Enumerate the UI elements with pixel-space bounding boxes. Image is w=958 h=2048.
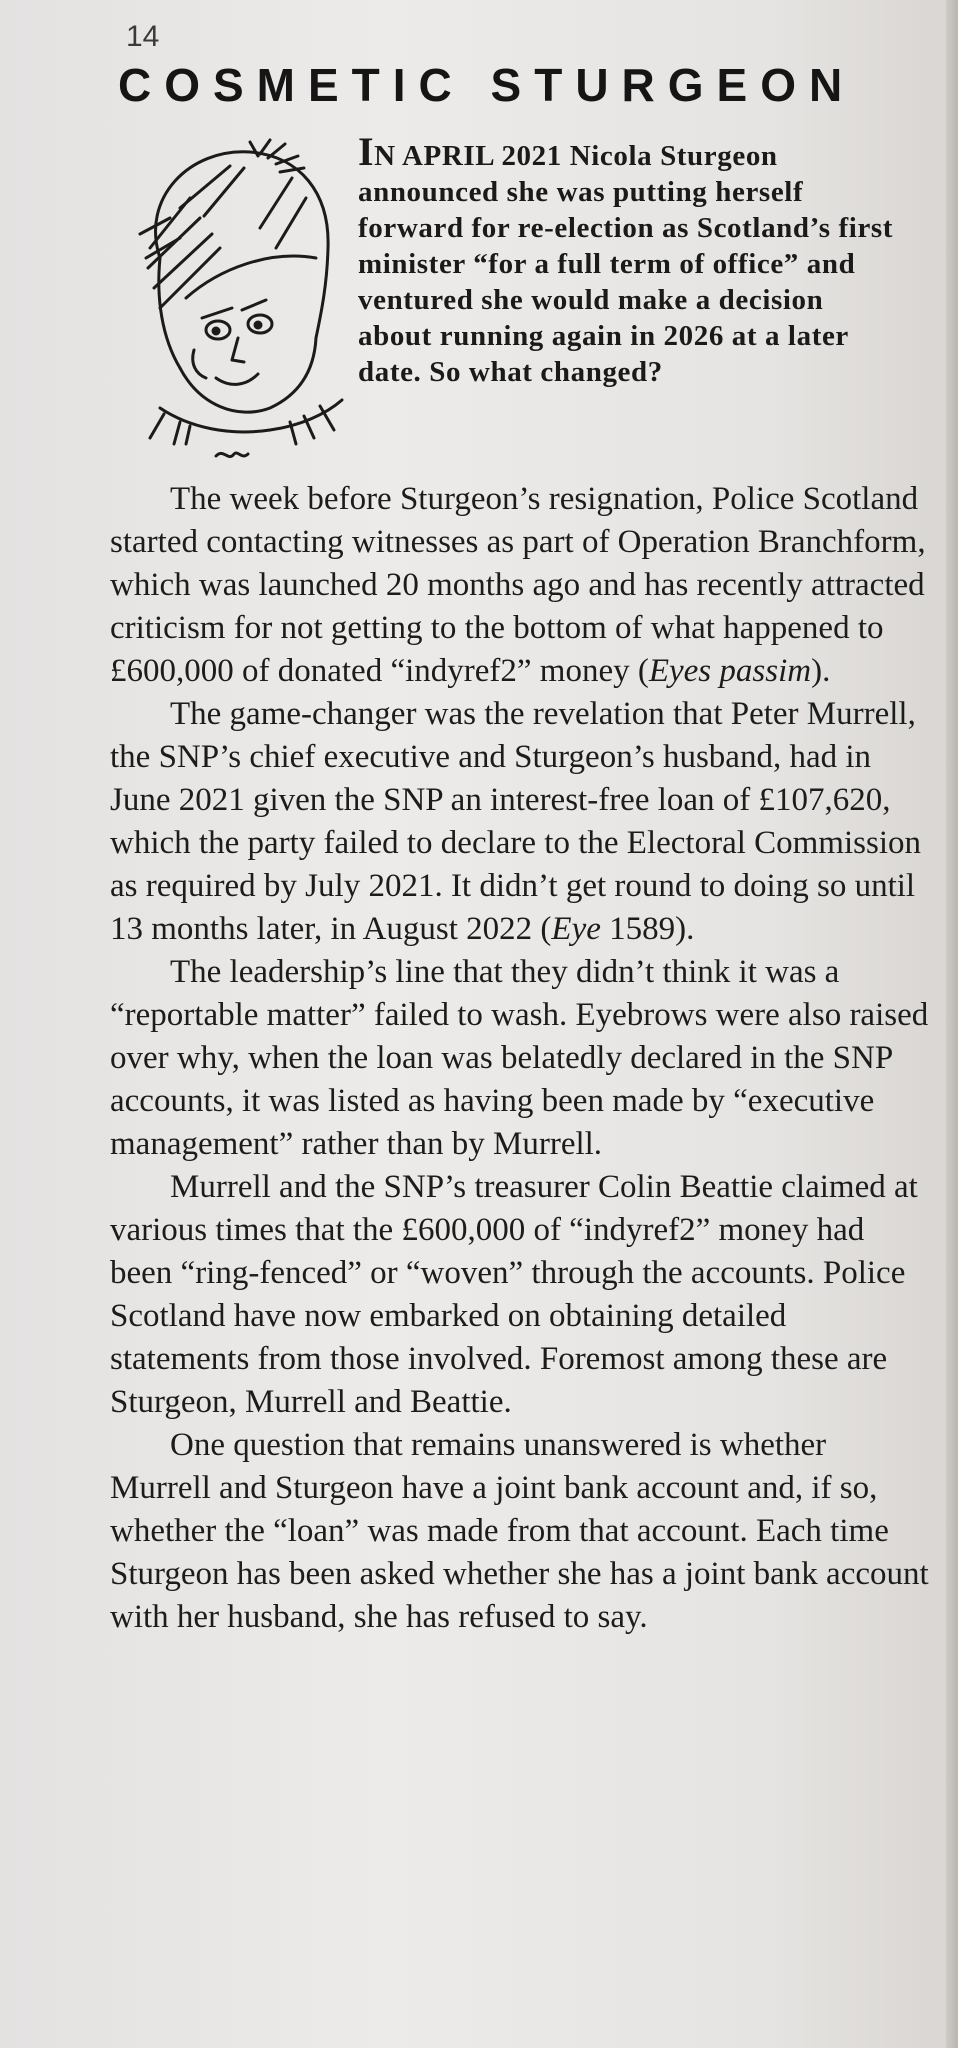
- lead-paragraph: [358, 129, 898, 390]
- page-number: 14: [126, 20, 160, 53]
- lead-text: N APRIL 2021 Nicola Sturgeon announced she was putting herself forward for re-election as Scotland’s first minister “for a full term of office” and ventured she would make a decision about running again in 2026 at a later date. So what changed?: [358, 140, 894, 388]
- page-edge: [946, 0, 958, 2048]
- caricature-illustration: [120, 138, 350, 468]
- body-paragraph: The game-changer was the revelation that Peter Murrell, the SNP’s chief executive and Sturgeon’s husband, had in June 2021 given the SNP an interest-free loan of £107,620, which the party failed to declare to the Electoral Commission as required by July 2021. It didn’t get round to doing so until 13 months later, in August 2022 (Eye 1589).: [110, 696, 921, 947]
- body-paragraph: One question that remains unanswered is whether Murrell and Sturgeon have a joint bank account and, if so, whether the “loan” was made from that account. Each time Sturgeon has been asked whether she has a joint bank account with her husband, she has refused to say.: [110, 1427, 929, 1635]
- article-headline: COSMETIC STURGEON: [118, 59, 856, 111]
- body-paragraph: The leadership’s line that they didn’t think it was a “reportable matter” failed to wash. Eyebrows were also raised over why, when the loan was belatedly declared in the SNP accounts, it was listed as having been made by “executive management” rather than by Murrell.: [110, 954, 929, 1162]
- article-body: [110, 478, 930, 1639]
- body-paragraph: The week before Sturgeon’s resignation, Police Scotland started contacting witnesses as part of Operation Branchform, which was launched 20 months ago and has recently attracted criticism for not getting to the bottom of what happened to £600,000 of donated “indyref2” money (Eyes passim).: [110, 481, 926, 689]
- body-paragraph: Murrell and the SNP’s treasurer Colin Beattie claimed at various times that the £600,000 of “indyref2” money had been “ring-fenced” or “woven” through the accounts. Police Scotland have now embarked on obtaining detailed statements from those involved. Foremost among these are Sturgeon, Murrell and Beattie.: [110, 1169, 918, 1420]
- drop-cap: I: [358, 129, 375, 174]
